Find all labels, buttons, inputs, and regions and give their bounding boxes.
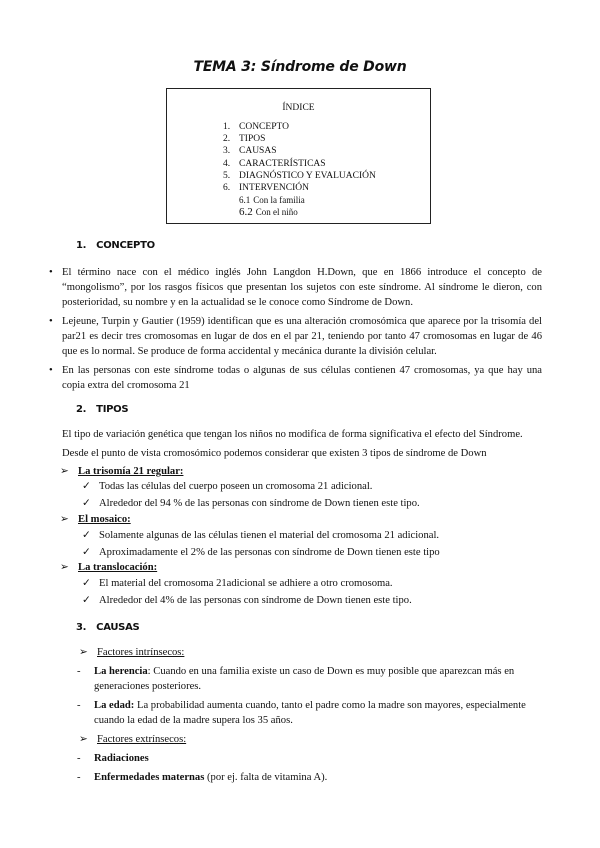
factor-item: - Radiaciones <box>77 753 149 764</box>
paragraph: Desde el punto de vista cromosómico podemos considerar que existen 3 tipos de síndrome de Down <box>62 448 487 459</box>
section-heading-causas: 3. CAUSAS <box>76 622 140 633</box>
bullet-icon: • <box>49 365 53 376</box>
arrow-icon: ➢ <box>60 562 69 573</box>
index-item: 5. DIAGNÓSTICO Y EVALUACIÓN <box>223 170 376 181</box>
factor-heading: ➢ Factores intrínsecos: <box>81 645 184 660</box>
type-heading: ➢ El mosaico: <box>62 512 131 527</box>
type-heading: ➢ La trisomía 21 regular: <box>62 464 183 479</box>
index-item: 4. CARACTERÍSTICAS <box>223 158 326 169</box>
check-item: ✓ Alrededor del 4% de las personas con síndrome de Down tienen este tipo. <box>82 593 542 608</box>
check-item: ✓ Aproximadamente el 2% de las personas con síndrome de Down tienen este tipo <box>82 545 542 560</box>
check-item: ✓ Alrededor del 94 % de las personas con síndrome de Down tienen este tipo. <box>82 496 542 511</box>
index-item: 6. INTERVENCIÓN <box>223 183 309 194</box>
bullet-icon: • <box>49 316 53 327</box>
check-icon: ✓ <box>82 498 91 509</box>
check-icon: ✓ <box>82 578 91 589</box>
document-title: TEMA 3: Síndrome de Down <box>193 59 407 75</box>
arrow-icon: ➢ <box>79 647 88 658</box>
bullet-icon: • <box>49 267 53 278</box>
check-icon: ✓ <box>82 547 91 558</box>
index-item: 2. TIPOS <box>223 134 266 145</box>
check-item: ✓ Solamente algunas de las células tienen el material del cromosoma 21 adicional. <box>82 528 542 543</box>
check-icon: ✓ <box>82 481 91 492</box>
arrow-icon: ➢ <box>79 734 88 745</box>
index-list <box>223 121 376 219</box>
index-subitem: 6.2 Con el niño <box>239 206 298 219</box>
check-icon: ✓ <box>82 530 91 541</box>
section-heading-tipos: 2. TIPOS <box>76 404 129 415</box>
factor-heading: ➢ Factores extrínsecos: <box>81 732 186 747</box>
bullet-item: • En las personas con este síndrome todas o algunas de sus células contienen 47 cromosomas, ya que hay una copia extra del cromosoma 21 <box>49 365 542 392</box>
check-item: ✓ Todas las células del cuerpo poseen un cromosoma 21 adicional. <box>82 479 542 494</box>
index-subitem: 6.1 Con la familia <box>239 195 305 206</box>
section-heading-concepto: 1. CONCEPTO <box>76 240 155 251</box>
index-heading: ÍNDICE <box>282 103 315 113</box>
type-heading: ➢ La translocación: <box>62 560 157 575</box>
arrow-icon: ➢ <box>60 466 69 477</box>
factor-item: - Enfermedades maternas (por ej. falta de vitamina A). <box>77 772 328 783</box>
bullet-item: • Lejeune, Turpin y Gautier (1959) identifican que es una alteración cromosómica que aparece por la trisomía del par21 es decir tres cromosomas en lugar de dos en el par 21, teniendo por tanto 47 cromosomas en lugar de 46 que es lo normal. Se produce de forma accidental y mecánica durante la división celular. <box>49 316 542 358</box>
paragraph: El tipo de variación genética que tengan los niños no modifica de forma significativa el efecto del Síndrome. <box>62 429 523 440</box>
index-item: 1. CONCEPTO <box>223 122 289 132</box>
check-item: ✓ El material del cromosoma 21adicional se adhiere a otro cromosoma. <box>82 576 542 591</box>
index-item: 3. CAUSAS <box>223 146 277 157</box>
bullet-item: • El término nace con el médico inglés John Langdon H.Down, que en 1866 introduce el concepto de “mongolismo”, por los rasgos físicos que presentan los sujetos con este síndrome. Al síndrome le dieron, con posterioridad, su nombre y en la actualidad se le conoce como Síndrome de Down. <box>49 267 542 309</box>
index-box <box>166 88 431 224</box>
factor-item: - La edad: La probabilidad aumenta cuando, tanto el padre como la madre son mayores, especialmente cuando la edad de la madre supera los 35 años. <box>77 700 526 727</box>
check-icon: ✓ <box>82 595 91 606</box>
arrow-icon: ➢ <box>60 514 69 525</box>
factor-item: - La herencia: Cuando en una familia existe un caso de Down es muy posible que aparezcan más en generaciones posteriores. <box>77 666 515 693</box>
